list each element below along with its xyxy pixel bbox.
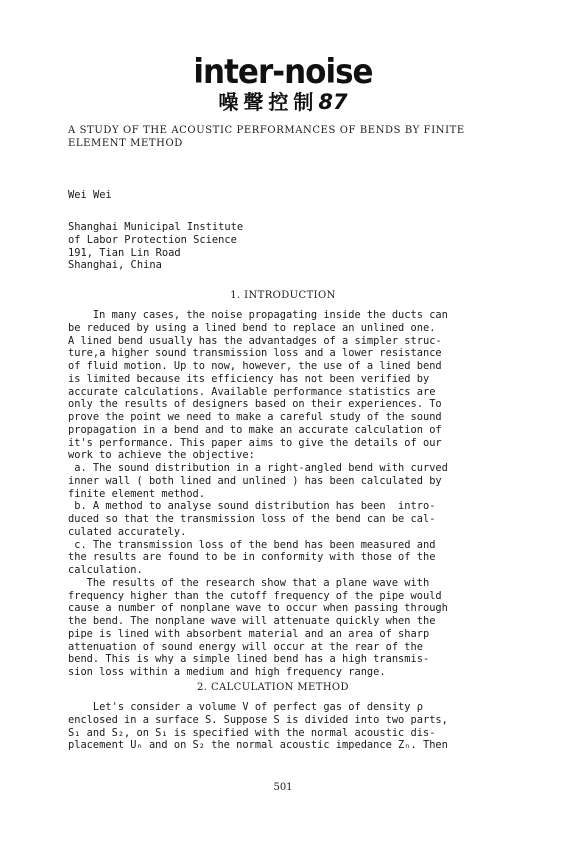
body-line: enclosed in a surface S. Suppose S is divided into two parts, — [68, 713, 448, 726]
body-line: it's performance. This paper aims to give the details of our — [68, 436, 442, 449]
body-line: pipe is lined with absorbent material and an area of sharp — [68, 627, 430, 640]
body-line: b. A method to analyse sound distribution has been intro- — [68, 500, 436, 513]
body-line: In many cases, the noise propagating inside the ducts can — [68, 309, 448, 321]
body-line: A lined bend usually has the advantadges of a simpler struc- — [68, 334, 442, 347]
logo-name: inter-noise — [193, 52, 373, 92]
body-line: prove the point we need to make a careful study of the sound — [68, 411, 442, 423]
body-line: be reduced by using a lined bend to replace an unlined one. — [68, 321, 436, 334]
conference-logo — [0, 52, 566, 114]
body-line: a. The sound distribution in a right-angled bend with curved — [68, 462, 448, 474]
author-affiliation: Shanghai Municipal Institute of Labor Protection Science 191, Tian Lin Road Shanghai, China — [68, 221, 244, 272]
body-line: cause a number of nonplane wave to occur when passing through — [68, 602, 448, 615]
body-line: frequency higher than the cutoff frequency of the pipe would — [68, 589, 442, 602]
body-line: culated accurately. — [68, 525, 187, 538]
body-line: work to achieve the objective: — [68, 449, 255, 462]
body-line: inner wall ( both lined and unlined ) has been calculated by — [68, 474, 442, 487]
body-line: only the results of designers based on their experiences. To — [68, 398, 442, 411]
body-line: c. The transmission loss of the bend has been measured and — [68, 538, 436, 551]
section-heading-introduction: 1. INTRODUCTION — [230, 290, 336, 301]
body-line: Let's consider a volume V of perfect gas of density ρ — [68, 701, 423, 713]
logo-subtitle — [0, 90, 566, 114]
body-line: sion loss within a medium and high frequency range. — [68, 666, 386, 678]
body-line: ture,a higher sound transmission loss and a lower resistance — [68, 347, 442, 360]
body-line: propagation in a bend and to make an accurate calculation of — [68, 423, 442, 436]
body-line: accurate calculations. Available performance statistics are — [68, 385, 436, 398]
body-line: the results are found to be in conformity with those of the — [68, 551, 436, 564]
body-line: is limited because its efficiency has not been verified by — [68, 372, 430, 385]
logo-chinese: 噪聲控制 — [218, 90, 319, 114]
introduction-body — [68, 309, 498, 679]
body-line: placement Uₙ and on S₂ the normal acoustic impedance Zₙ. Then — [68, 739, 448, 752]
author-name: Wei Wei — [68, 189, 112, 201]
body-line: attenuation of sound energy will occur at the rear of the — [68, 640, 423, 653]
body-line: bend. This is why a simple lined bend has a high transmis- — [68, 653, 430, 666]
calculation-method-body — [68, 701, 498, 752]
body-line: The results of the research show that a plane wave with — [68, 576, 430, 589]
body-line: duced so that the transmission loss of the bend can be cal- — [68, 513, 436, 525]
body-line: S₁ and S₂, on S₁ is specified with the normal acoustic dis- — [68, 726, 436, 739]
section-heading-calculation-method: 2. CALCULATION METHOD — [197, 682, 349, 693]
page-number: 501 — [273, 782, 293, 793]
body-line: finite element method. — [68, 487, 206, 500]
body-line: of fluid motion. Up to now, however, the use of a lined bend — [68, 360, 442, 372]
paper-title: A STUDY OF THE ACOUSTIC PERFORMANCES OF BENDS BY FINITE ELEMENT METHOD — [68, 125, 465, 149]
logo-year: 87 — [318, 90, 348, 114]
body-line: the bend. The nonplane wave will attenuate quickly when the — [68, 615, 436, 627]
body-line: calculation. — [68, 564, 143, 576]
